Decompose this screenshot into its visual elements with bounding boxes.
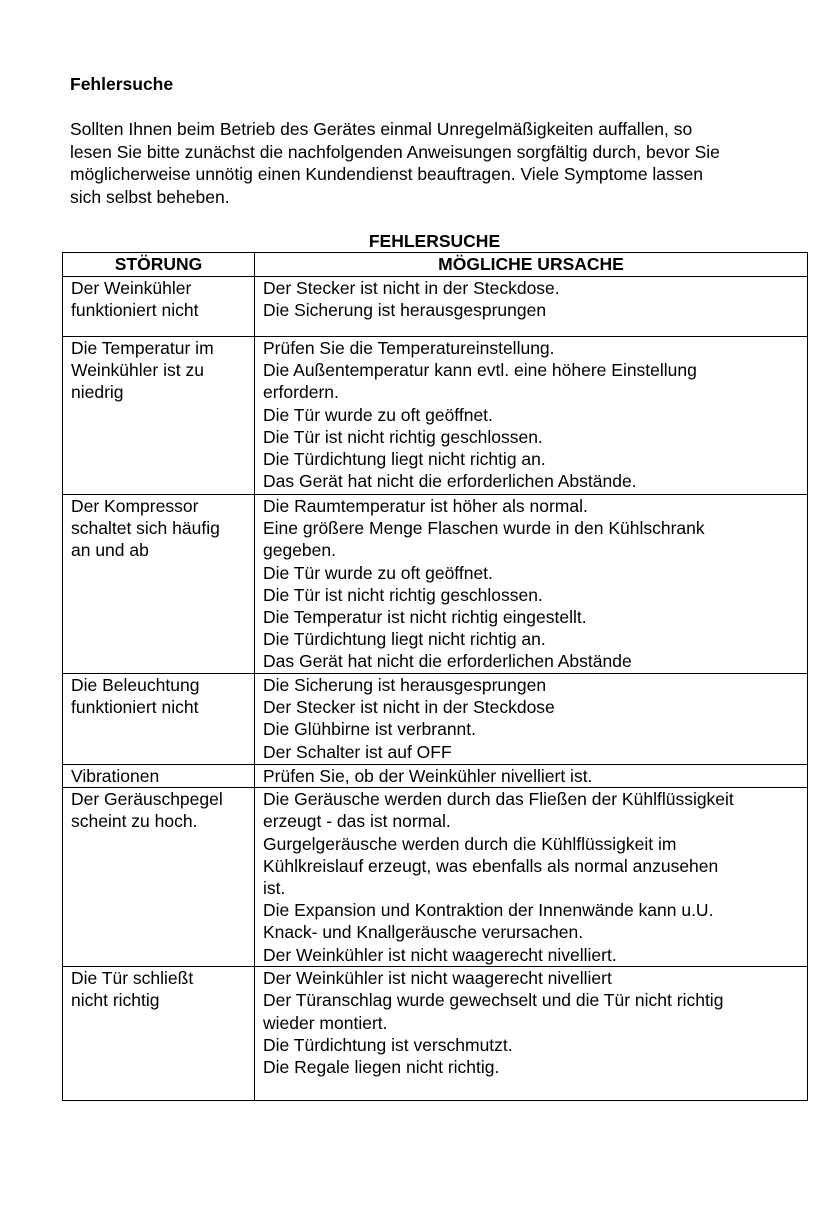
fault-line: funktioniert nicht — [71, 300, 199, 321]
column-header-fault: STÖRUNG — [63, 253, 255, 277]
fault-line: Der Kompressor — [71, 496, 199, 516]
table-row — [63, 788, 808, 967]
cause-line: Der Weinkühler ist nicht waagerecht nivelliert — [263, 968, 612, 989]
cause-line: Prüfen Sie, ob der Weinkühler nivelliert ist. — [263, 766, 593, 786]
cause-line: Die Raumtemperatur ist höher als normal. — [263, 496, 588, 516]
intro-line: lesen Sie bitte zunächst die nachfolgenden Anweisungen sorgfältig durch, bevor Sie — [70, 141, 720, 162]
intro-line: Sollten Ihnen beim Betrieb des Gerätes einmal Unregelmäßigkeiten auffallen, so — [70, 119, 693, 139]
troubleshooting-table — [62, 252, 808, 1101]
fault-line: Der Geräuschpegel — [71, 789, 223, 810]
cause-line: Die Glühbirne ist verbrannt. — [263, 719, 477, 740]
fault-cell — [63, 337, 255, 495]
cause-line: ist. — [263, 878, 286, 899]
cause-line: erzeugt - das ist normal. — [263, 811, 451, 832]
cause-line: Gurgelgeräusche werden durch die Kühlflüssigkeit im — [263, 833, 677, 854]
cause-line: Die Türdichtung ist verschmutzt. — [263, 1034, 513, 1055]
fault-line: niedrig — [71, 382, 124, 403]
cause-line: Die Sicherung ist herausgesprungen — [263, 675, 547, 695]
cause-cell — [255, 337, 808, 495]
fault-line: schaltet sich häufig — [71, 518, 220, 539]
cause-line: erfordern. — [263, 382, 339, 403]
fault-cell — [63, 788, 255, 967]
intro-paragraph — [70, 118, 810, 208]
fault-line: Die Tür schließt — [71, 968, 194, 989]
fault-line: Die Beleuchtung — [71, 675, 200, 695]
cause-line: gegeben. — [263, 540, 336, 561]
column-header-cause: MÖGLICHE URSACHE — [255, 253, 808, 277]
table-row — [63, 674, 808, 765]
fault-cell — [63, 674, 255, 765]
fault-line: Vibrationen — [71, 766, 160, 786]
table-caption: FEHLERSUCHE — [368, 231, 501, 251]
cause-line: Kühlkreislauf erzeugt, was ebenfalls als normal anzusehen — [263, 855, 719, 876]
fault-line: scheint zu hoch. — [71, 811, 198, 832]
cause-line: Die Regale liegen nicht richtig. — [263, 1057, 500, 1078]
table-row — [63, 337, 808, 495]
cause-line: wieder montiert. — [263, 1012, 388, 1033]
cause-cell — [255, 277, 808, 337]
cause-cell — [255, 967, 808, 1101]
cause-line: Der Türanschlag wurde gewechselt und die Tür nicht richtig — [263, 990, 724, 1011]
table-row — [63, 967, 808, 1101]
cause-line: Das Gerät hat nicht die erforderlichen Abstände. — [263, 471, 637, 492]
fault-line: Der Weinkühler — [71, 278, 192, 298]
cause-line: Der Schalter ist auf OFF — [263, 741, 452, 762]
cause-line: Die Tür wurde zu oft geöffnet. — [263, 404, 493, 425]
cause-line: Knack- und Knallgeräusche verursachen. — [263, 922, 584, 943]
cause-line: Die Expansion und Kontraktion der Innenwände kann u.U. — [263, 900, 714, 921]
cause-line: Die Tür ist nicht richtig geschlossen. — [263, 584, 543, 605]
cause-line: Das Gerät hat nicht die erforderlichen Abstände — [263, 651, 632, 672]
table-row — [63, 495, 808, 674]
fault-cell — [63, 495, 255, 674]
cause-line: Die Tür ist nicht richtig geschlossen. — [263, 426, 543, 447]
fault-line: an und ab — [71, 540, 149, 561]
cause-line: Der Stecker ist nicht in der Steckdose. — [263, 278, 560, 298]
fault-line: Die Temperatur im — [71, 338, 214, 358]
intro-line: möglicherweise unnötig einen Kundendienst beauftragen. Viele Symptome lassen — [70, 164, 703, 184]
cause-line: Die Temperatur ist nicht richtig eingestellt. — [263, 607, 587, 628]
fault-cell — [63, 277, 255, 337]
fault-cell — [63, 967, 255, 1101]
table-row — [63, 277, 808, 337]
table-header-row — [63, 253, 808, 277]
fault-line: funktioniert nicht — [71, 697, 199, 718]
fault-line: Weinkühler ist zu — [71, 360, 204, 381]
cause-line: Die Sicherung ist herausgesprungen — [263, 300, 547, 321]
cause-cell — [255, 495, 808, 674]
cause-line: Die Geräusche werden durch das Fließen der Kühlflüssigkeit — [263, 789, 734, 810]
section-heading: Fehlersuche — [70, 74, 174, 94]
cause-cell — [255, 765, 808, 788]
cause-line: Die Tür wurde zu oft geöffnet. — [263, 562, 493, 583]
cause-cell — [255, 788, 808, 967]
table-row — [63, 765, 808, 788]
cause-line: Die Türdichtung liegt nicht richtig an. — [263, 629, 546, 650]
cause-cell — [255, 674, 808, 765]
cause-line: Prüfen Sie die Temperatureinstellung. — [263, 338, 555, 358]
fault-cell — [63, 765, 255, 788]
cause-line: Die Außentemperatur kann evtl. eine höhere Einstellung — [263, 360, 697, 381]
intro-line: sich selbst beheben. — [70, 186, 230, 207]
fault-line: nicht richtig — [71, 990, 160, 1011]
cause-line: Eine größere Menge Flaschen wurde in den Kühlschrank — [263, 518, 705, 539]
cause-line: Der Weinkühler ist nicht waagerecht nivelliert. — [263, 944, 617, 965]
cause-line: Die Türdichtung liegt nicht richtig an. — [263, 449, 546, 470]
cause-line: Der Stecker ist nicht in der Steckdose — [263, 697, 555, 718]
